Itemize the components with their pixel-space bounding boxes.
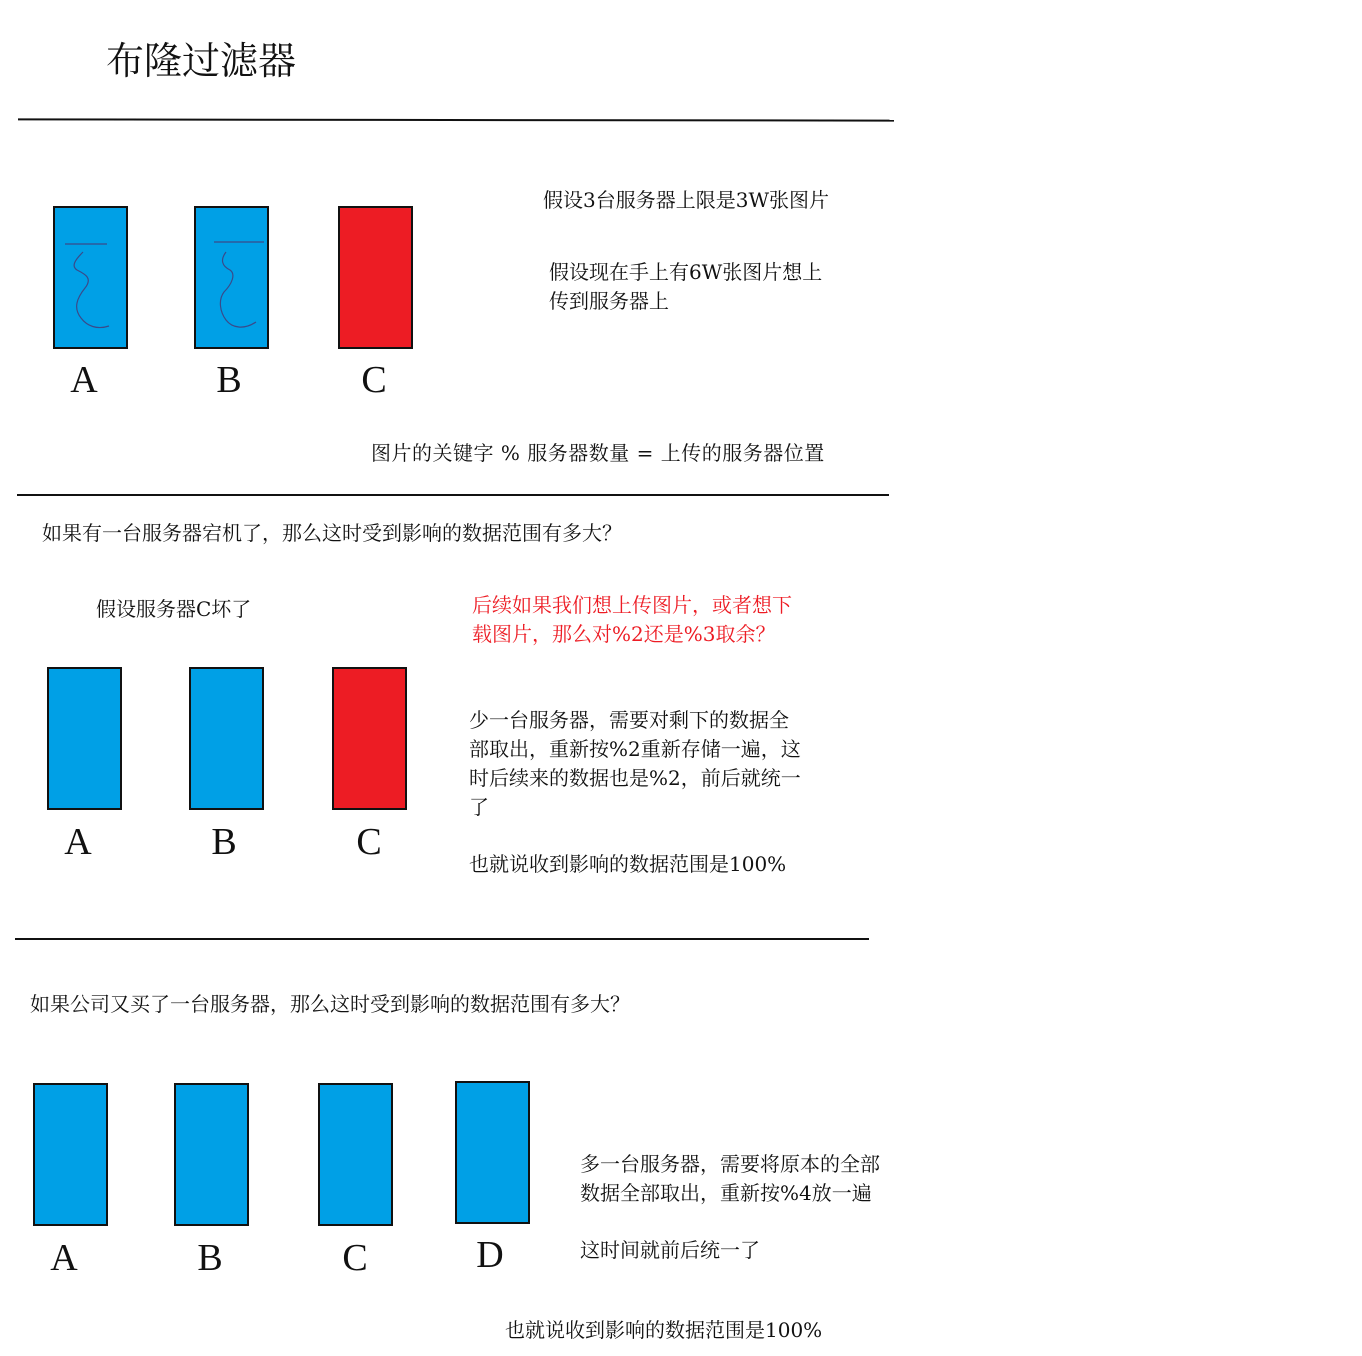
divider-1 (18, 118, 894, 121)
server-c-box (332, 667, 407, 810)
assumption-text: 假设3台服务器上限是3W张图片 (543, 188, 830, 212)
server-label: C (356, 821, 382, 863)
red-question-text: 后续如果我们想上传图片，或者想下 (472, 593, 792, 617)
assumption-text: 传到服务器上 (549, 289, 669, 313)
server-label: A (64, 821, 92, 863)
server-label: A (70, 359, 98, 401)
assumption-text: 假设现在手上有6W张图片想上 (549, 260, 823, 284)
server-label: C (361, 359, 387, 401)
explanation-text: 数据全部取出，重新按%4放一遍 (580, 1181, 872, 1205)
divider-3 (15, 938, 869, 940)
server-a-box (47, 667, 122, 810)
formula-text: 图片的关键字 % 服务器数量 = 上传的服务器位置 (371, 441, 825, 465)
server-label: B (211, 821, 237, 863)
explanation-text: 时后续来的数据也是%2，前后就统一 (469, 766, 801, 790)
server-label: D (476, 1234, 504, 1276)
server-a-box (53, 206, 128, 349)
explanation-text: 部取出，重新按%2重新存储一遍，这 (469, 737, 801, 761)
server-label: A (50, 1237, 78, 1279)
server-d-box (455, 1081, 530, 1224)
server-b-box (194, 206, 269, 349)
server-label: B (197, 1237, 223, 1279)
conclusion-text: 也就说收到影响的数据范围是100% (505, 1318, 823, 1342)
server-label: B (216, 359, 242, 401)
explanation-text: 了 (469, 795, 489, 819)
explanation-text: 多一台服务器，需要将原本的全部 (580, 1152, 880, 1176)
server-c-box (338, 206, 413, 349)
server-b-box (174, 1083, 249, 1226)
page-title: 布隆过滤器 (106, 39, 297, 83)
server-c-box (318, 1083, 393, 1226)
explanation-text: 这时间就前后统一了 (580, 1238, 760, 1262)
red-question-text: 载图片，那么对%2还是%3取余？ (472, 622, 776, 646)
explanation-text: 少一台服务器，需要对剩下的数据全 (469, 708, 789, 732)
scribble-mark (55, 208, 126, 347)
question-text: 如果有一台服务器宕机了，那么这时受到影响的数据范围有多大？ (42, 521, 622, 545)
question-text: 如果公司又买了一台服务器，那么这时受到影响的数据范围有多大？ (30, 992, 630, 1016)
server-a-box (33, 1083, 108, 1226)
scribble-mark (196, 208, 267, 347)
server-label: C (342, 1237, 368, 1279)
conclusion-text: 也就说收到影响的数据范围是100% (469, 852, 787, 876)
divider-2 (17, 494, 889, 496)
assumption-text: 假设服务器C坏了 (96, 597, 252, 621)
server-b-box (189, 667, 264, 810)
